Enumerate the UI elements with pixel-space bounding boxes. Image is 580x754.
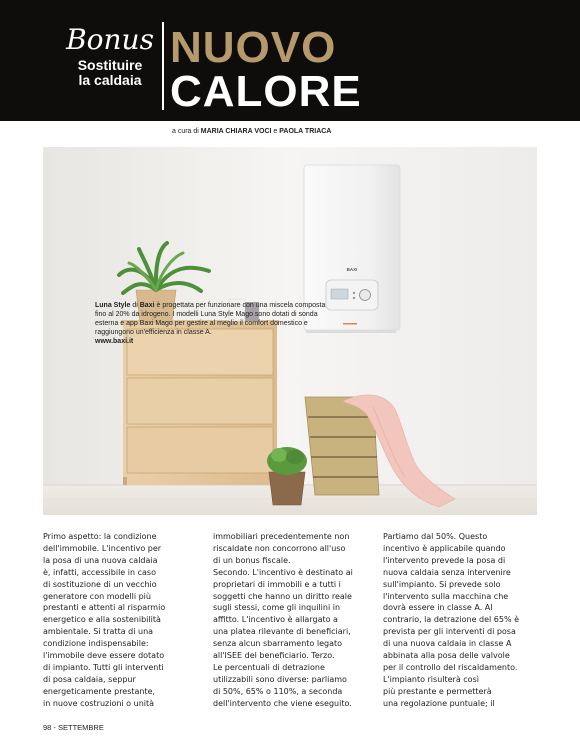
author-name-1: MARIA CHIARA VOCI — [200, 128, 272, 135]
subtitle-line-2: la caldaia — [78, 72, 142, 88]
header-banner — [0, 0, 580, 121]
photo-caption — [95, 301, 327, 346]
section-label-bonus: Bonus — [66, 23, 154, 56]
page-folio: 98 - SETTEMBRE — [43, 723, 104, 732]
page-title-line-2: CALORE — [170, 67, 362, 116]
author-credit — [172, 128, 331, 135]
body-column-2: immobiliari precedentemente non riscaldate non concorrono all'uso di un bonus fiscale. Secondo. L'incentivo è destinato ai proprietari di immobili e a tutti i soggetti che hanno un diritto reale sugli stessi, come gli inquilini in affitto. L'incentivo è allargato a una platea rilevante di beneficiari, senza alcun sbarramento legato all'ISEE del beneficiario. Terzo. Le percentuali di detrazione utilizzabili sono diverse: parliamo di 50%, 65% o 110%, a seconda dell'intervento che viene eseguito. — [213, 532, 353, 708]
caption-text: è progettata per funzionare con una miscela composta fino al 20% da idrogeno. I modelli Luna Style Mago sono dotati di sonda esterna e app Baxi Mago per gestire al meglio il comfort domestico e raggiungono un'efficienza in classe A. — [95, 302, 326, 336]
section-subtitle — [64, 58, 156, 88]
product-photo — [43, 147, 537, 515]
caption-brand: Baxi — [139, 302, 155, 309]
page-title-line-1: NUOVO — [170, 23, 337, 72]
potted-plant-floor — [267, 447, 307, 505]
header-divider — [162, 22, 164, 110]
body-column-3: Partiamo dal 50%. Questo incentivo è applicabile quando l'intervento prevede la posa di nuova caldaia senza intervenire sull'impianto. Si prevede solo l'intervento sulla macchina che dovrà essere in classe A. Al contrario, la detrazione del 65% è prevista per gli interventi di posa di una nuova caldaia in classe A abbinata alla posa delle valvole per il controllo del riscaldamento. L'impianto risulterà così più prestante e permetterà una regolazione puntuale; il — [383, 532, 520, 708]
subtitle-line-1: Sostituire — [77, 57, 143, 73]
credit-conjunction: e — [271, 128, 280, 135]
credit-prefix: a cura di — [172, 128, 201, 135]
boiler-logo: BAXI — [346, 267, 358, 272]
author-name-2: PAOLA TRIACA — [279, 128, 332, 135]
caption-di: di — [130, 302, 140, 309]
body-column-1: Primo aspetto: la condizione dell'immobile. L'incentivo per la posa di una nuova caldaia è, infatti, accessibile in caso di sostituzione di un vecchio generatore con modelli più prestanti e attenti al risparmio energetico e alla sostenibilità ambientale. Si tratta di una condizione indispensabile: l'immobile deve essere dotato di impianto. Tutti gli interventi di posa caldaia, seppur energeticamente prestante, in nuove costruzioni o unità — [43, 532, 166, 708]
caption-product: Luna Style — [95, 302, 131, 309]
caption-url[interactable]: www.baxi.it — [95, 338, 134, 345]
